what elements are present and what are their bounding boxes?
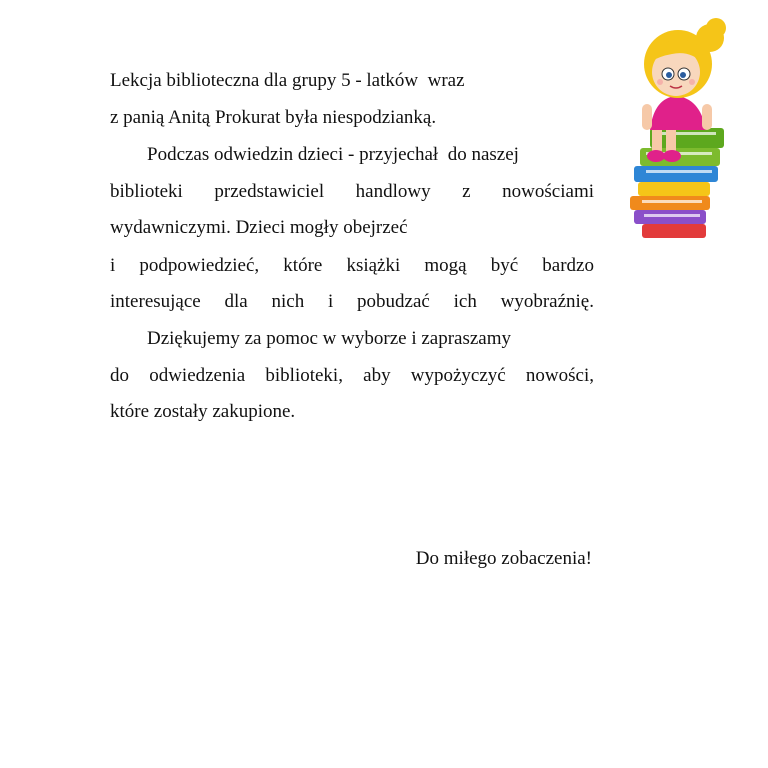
paragraph-line: Podczas odwiedzin dzieci - przyjechał do naszej — [147, 144, 519, 165]
book-icon — [638, 182, 710, 196]
paragraph-line: interesujące dla nich i pobudzać ich wyobraźnię. — [110, 291, 594, 312]
book-icon — [634, 166, 718, 182]
paragraph-line: z panią Anitą Prokurat była niespodzianką. — [110, 107, 437, 128]
paragraph-line: które zostały zakupione. — [110, 401, 296, 422]
paragraph-line: i podpowiedzieć, które książki mogą być bardzo — [110, 255, 594, 276]
closing-line: Do miłego zobaczenia! — [415, 548, 592, 569]
book-icon — [642, 224, 706, 238]
paragraph-line: Lekcja biblioteczna dla grupy 5 - latków wraz — [110, 70, 465, 91]
paragraph-line: wydawniczymi. Dzieci mogły obejrzeć — [110, 217, 408, 238]
girl-sitting-on-books-icon — [620, 18, 744, 254]
paragraph-line: Dziękujemy za pomoc w wyborze i zapraszamy — [147, 328, 512, 349]
paragraph-line: biblioteki przedstawiciel handlowy z nowościami — [110, 181, 594, 202]
paragraph-line: do odwiedzenia biblioteki, aby wypożyczyć nowości, — [110, 365, 594, 386]
